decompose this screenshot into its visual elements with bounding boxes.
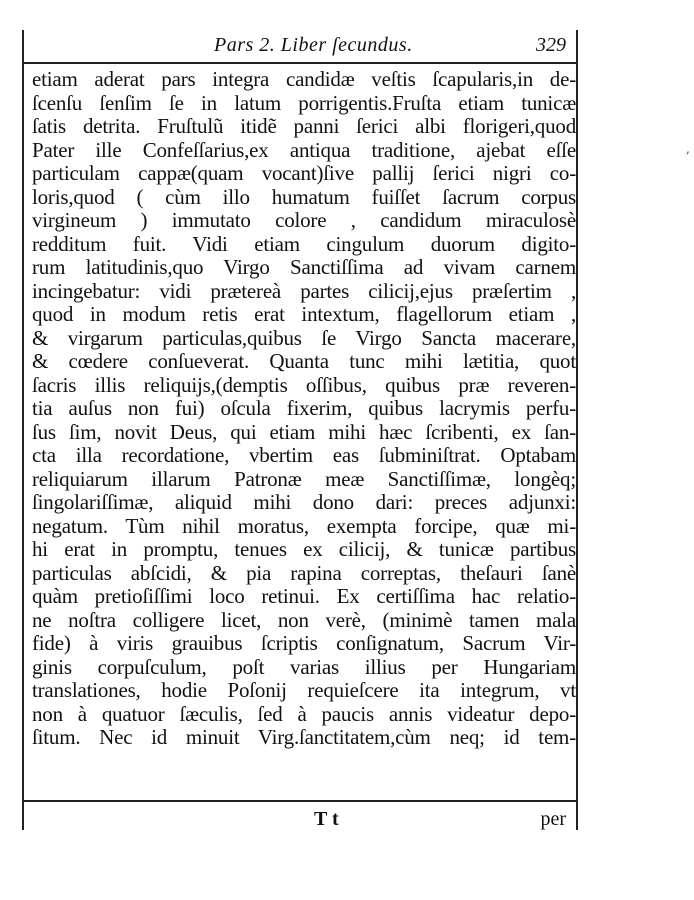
catchword: per	[540, 808, 566, 830]
text-line: virgineum ) immutato colore , candidum miraculosè	[32, 209, 576, 232]
text-line: redditum fuit. Vidi etiam cingulum duorum digito-	[32, 232, 576, 256]
text-line: ſcenſu ſenſim ſe in latum porrigentis.Fruſta etiam tunicæ	[32, 91, 576, 115]
running-head	[24, 34, 576, 60]
text-line: particulas abſcidi, & pia rapina correptas, theſauri ſanè	[32, 561, 576, 585]
text-line: translationes, hodie Poſonij requieſcere ita integrum, vt	[32, 679, 576, 702]
running-head-title: Pars 2. Liber ſecundus.	[214, 34, 413, 56]
text-line: quod in modum retis erat intextum, flagellorum etiam ,	[32, 303, 576, 326]
text-line: ne noſtra colligere licet, non verè, (minimè tamen mala	[32, 608, 576, 632]
text-line: ſacris illis reliquijs,(demptis oſſibus, quibus præ reveren-	[32, 373, 576, 397]
text-line: loris,quod ( cùm illo humatum fuiſſet ſacrum corpus	[32, 185, 576, 209]
text-line: ſitum. Nec id minuit Virg.ſanctitatem,cùm neq; id tem-	[32, 726, 576, 749]
text-line: reliquiarum illarum Patronæ meæ Sanctiſſimæ, longèq;	[32, 467, 576, 491]
text-line: negatum. Tùm nihil moratus, exempta forcipe, quæ mi-	[32, 514, 576, 538]
text-line: ſatis detrita. Fruſtulũ itidẽ panni ſerici albi florigeri,quod	[32, 115, 576, 138]
text-line: ſingolariſſimæ, aliquid mihi dono dari: preces adjunxi:	[32, 491, 576, 514]
text-line: rum latitudinis,quo Virgo Sanctiſſima ad vivam carnem	[32, 256, 576, 279]
footer-rule	[24, 800, 576, 802]
page-number: 329	[536, 34, 566, 56]
body-text	[32, 68, 576, 750]
signature-mark: T t	[314, 808, 339, 830]
text-line: Pater ille Confeſſarius,ex antiqua traditione, ajebat eſſe	[32, 138, 576, 162]
margin-speck: ,	[686, 142, 690, 156]
text-line: ſus ſim, novit Deus, qui etiam mihi hæc ſcribenti, ex ſan-	[32, 420, 576, 444]
text-line: & cœdere conſueverat. Quanta tunc mihi lætitia, quot	[32, 350, 576, 373]
text-line: hi erat in promptu, tenues ex cilicij, & tunicæ partibus	[32, 538, 576, 561]
text-line: fide) à viris grauibus ſcriptis conſignatum, Sacrum Vir-	[32, 632, 576, 655]
header-rule	[24, 62, 576, 64]
text-line: non à quatuor ſæculis, ſed à paucis annis videatur depo-	[32, 702, 576, 726]
text-line: incingebatur: vidi prætereà partes cilicij,ejus præſertim ,	[32, 279, 576, 303]
text-line: particulam cappæ(quam vocant)ſive pallij ſerici nigri co-	[32, 162, 576, 185]
text-line: cta illa recordatione, vbertim eas ſubminiſtrat. Optabam	[32, 444, 576, 467]
text-line: & virgarum particulas,quibus ſe Virgo Sancta macerare,	[32, 326, 576, 350]
page-frame	[22, 30, 578, 830]
text-line: tia auſus non fui) oſcula fixerim, quibus lacrymis perfu-	[32, 397, 576, 420]
text-line: quàm pretioſiſſimi loco retinui. Ex certiſſima hac relatio-	[32, 585, 576, 608]
text-line: ginis corpuſculum, poſt varias illius per Hungariam	[32, 655, 576, 679]
footer	[24, 808, 576, 832]
text-line: etiam aderat pars integra candidæ veſtis ſcapularis,in de-	[32, 68, 576, 91]
